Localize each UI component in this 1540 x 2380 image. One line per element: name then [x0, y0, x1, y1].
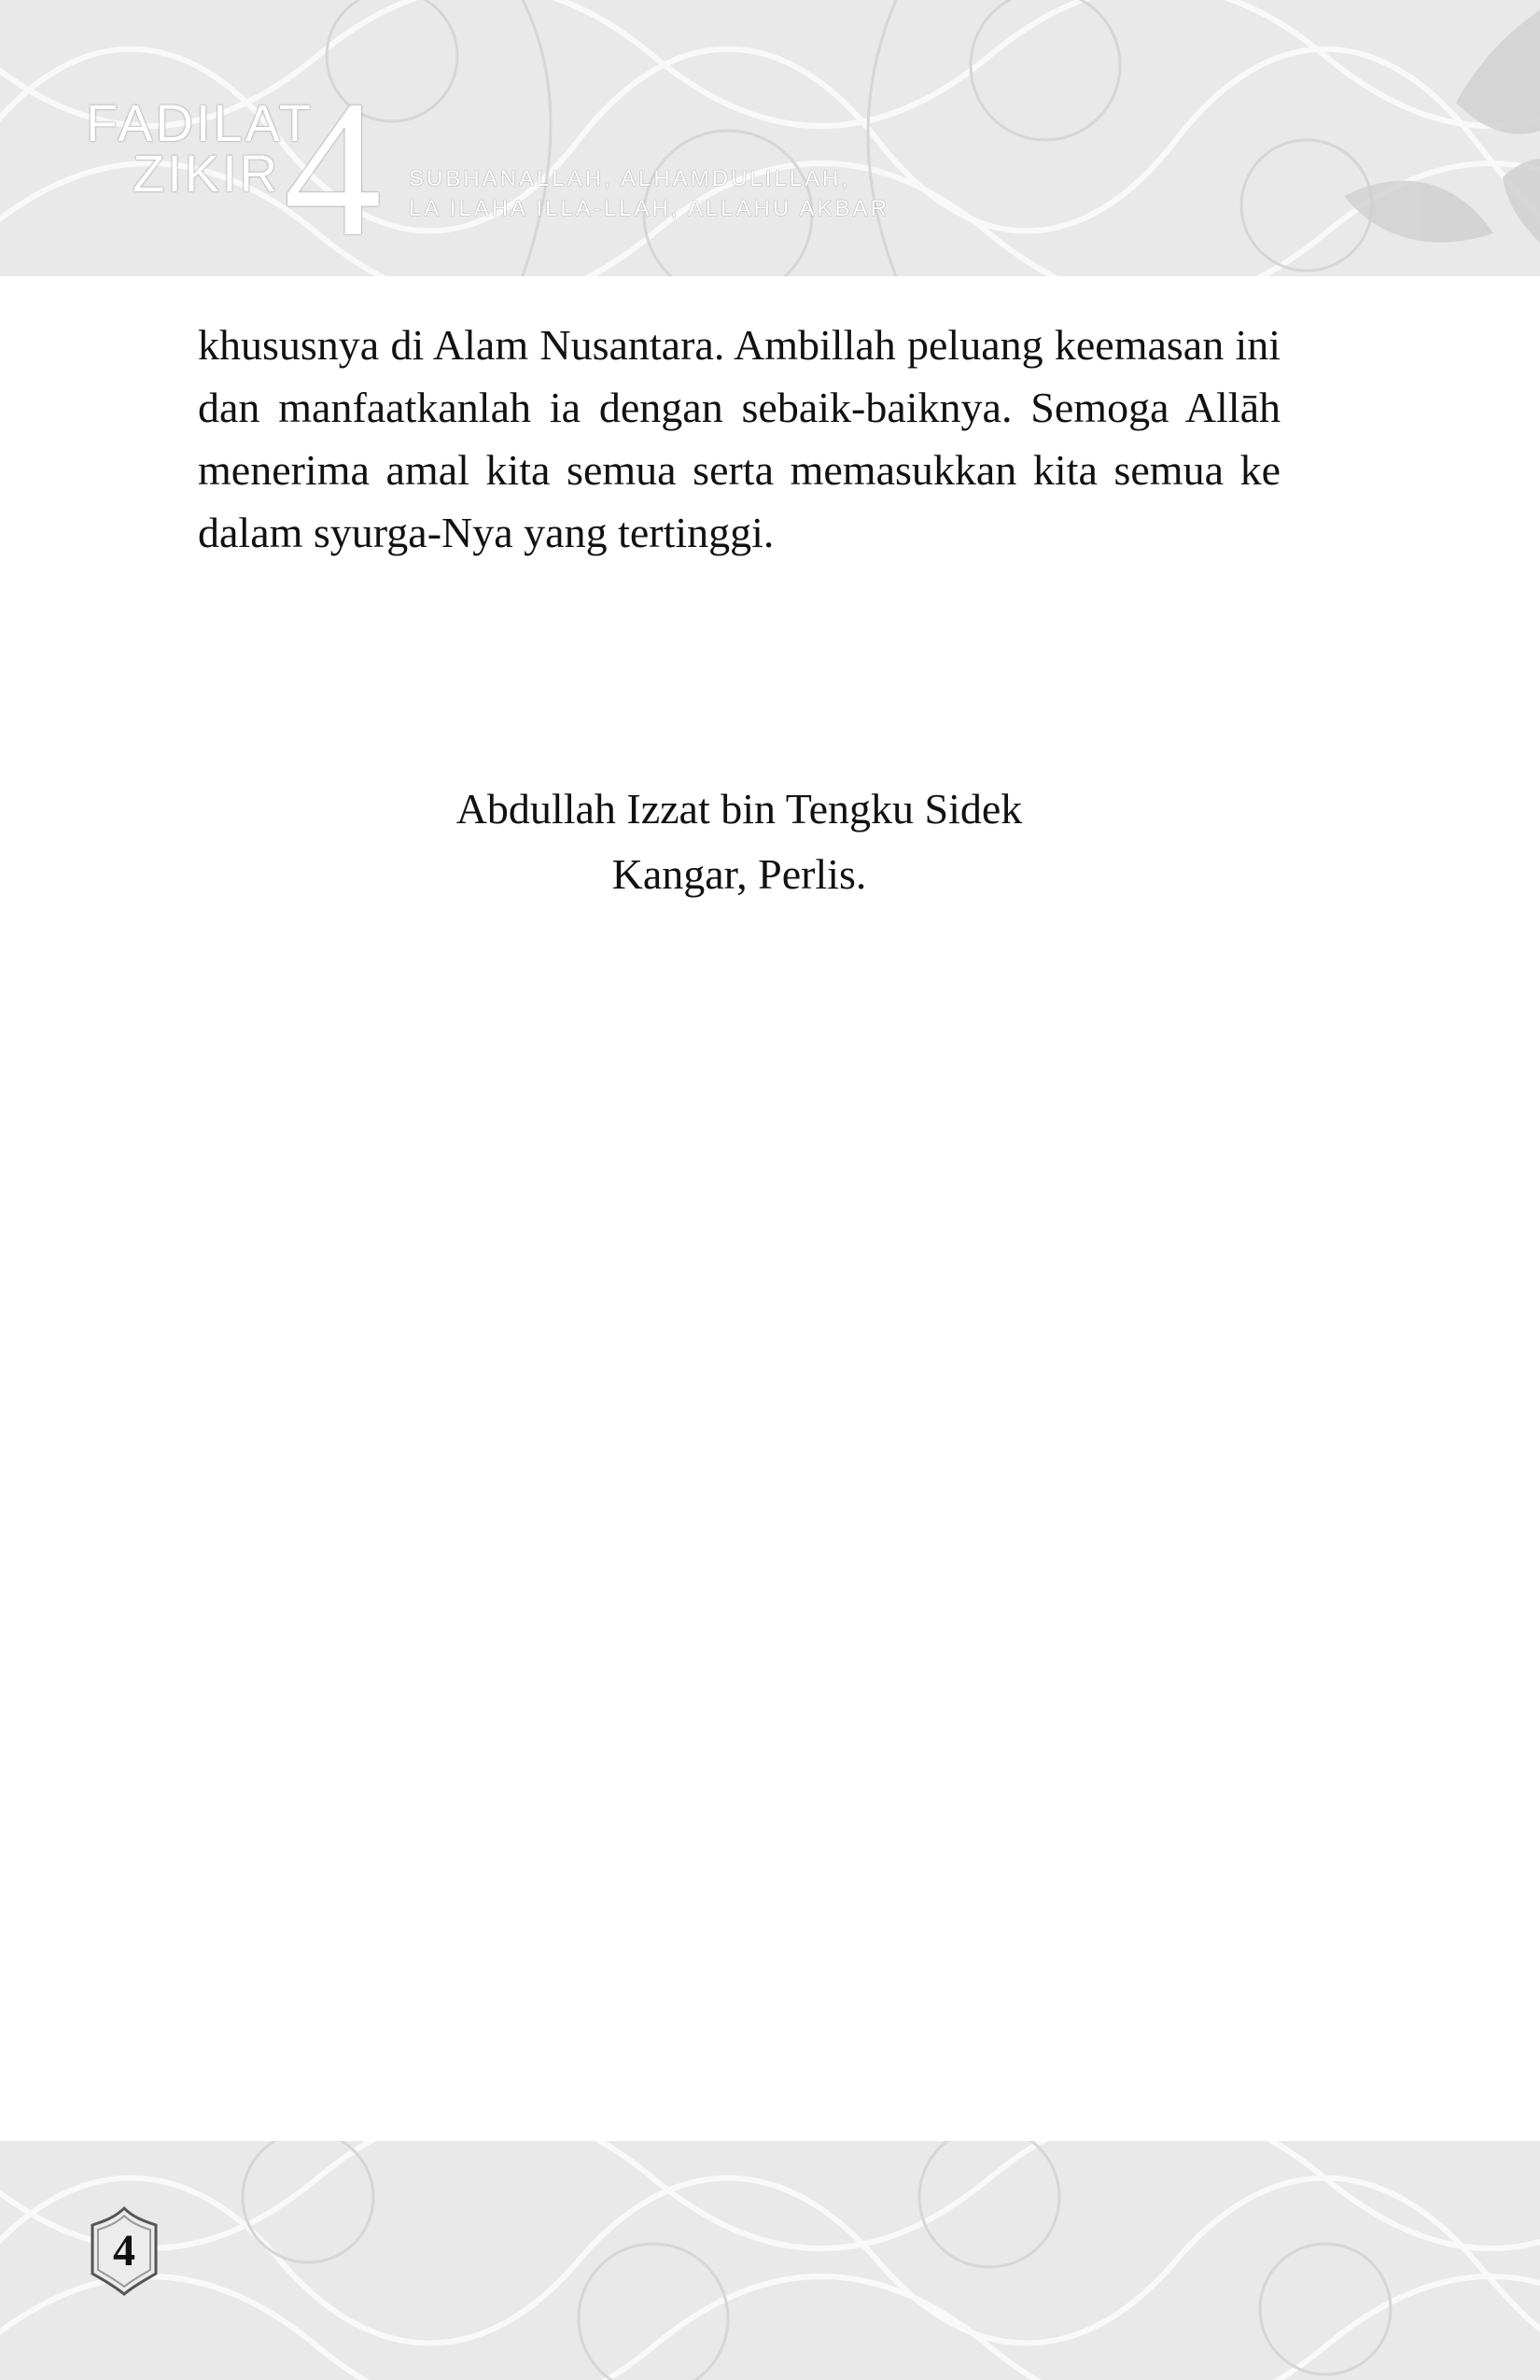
body-paragraph: khususnya di Alam Nusantara. Ambillah peluang keemasan ini dan manfaatkanlah ia dengan sebaik-baiknya. Semoga Allāh menerima amal kita semua serta memasukkan kita semua ke dalam syurga-Nya yang tertinggi.: [198, 321, 1281, 556]
book-title-logo: [86, 61, 926, 276]
author-name: Abdullah Izzat bin Tengku Sidek: [455, 785, 1023, 833]
page-content: [198, 314, 1281, 564]
brand-volume-number: 4: [284, 61, 382, 276]
author-place: Kangar, Perlis.: [611, 850, 867, 898]
page-header: [0, 0, 1540, 276]
brand-subtitle-line2: LA ILAHA ILLA-LLAH, ALLAHU AKBAR: [409, 196, 889, 221]
brand-title-line1: FADILAT: [86, 93, 315, 152]
page-footer: [0, 2141, 1540, 2380]
brand-subtitle-line1: SUBHANALLAH, ALHAMDULILLAH,: [409, 166, 851, 191]
footer-arabesque-ornament: [0, 2141, 1540, 2380]
author-signature: [198, 777, 1281, 907]
brand-title-line2: ZIKIR: [133, 144, 281, 203]
page-number: 4: [113, 2226, 135, 2275]
